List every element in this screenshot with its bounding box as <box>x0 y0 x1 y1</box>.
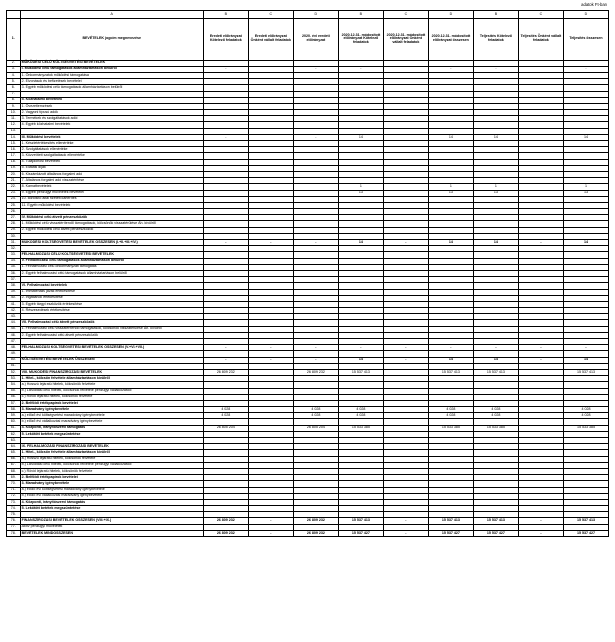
row-label: 2. Elvonások és befizetések bevételei <box>20 79 203 85</box>
cell-value: 4 028 <box>563 413 608 419</box>
row-label: 4. Részesedések értékesítése <box>20 308 203 314</box>
row-label: I. Működési célú támogatások államháztartáson belülről <box>20 66 203 72</box>
cell-value: - <box>383 530 428 536</box>
cell-value: 4 028 <box>473 407 518 413</box>
row-label: V. Felhalmozási célú támogatások államháztartáson belülről <box>20 258 203 264</box>
cell-value: 15 533 385 <box>428 425 473 431</box>
row-number: 44. <box>7 320 21 326</box>
row-number: 31. <box>7 240 21 246</box>
row-label: 4. Egyéb közhatalmi bevételek <box>20 122 203 128</box>
row-label: 3. Maradvány igénybevétele <box>20 407 203 413</box>
col-letter-a: A <box>20 11 203 19</box>
col-letter-b3: B <box>473 11 518 19</box>
row-label: 11. Egyéb működési bevételek <box>20 202 203 208</box>
cell-value: 15 537 413 <box>428 518 473 524</box>
cell-value: - <box>293 240 338 246</box>
row-number: 55. <box>7 388 21 394</box>
row-number: 72. <box>7 493 21 499</box>
row-number: 78. <box>7 530 21 536</box>
col-letter-d1: D <box>293 11 338 19</box>
row-label: 4. Központi, irányítószervi támogatás <box>20 425 203 431</box>
row-label: 5. Lekötött betétek megszüntetése <box>20 431 203 437</box>
row-label: 5. Ellátási díjak <box>20 165 203 171</box>
cell-value: - <box>563 66 608 72</box>
cell-value: 14 <box>563 134 608 140</box>
cell-value: 15 537 413 <box>473 369 518 375</box>
cell-value: - <box>248 345 293 351</box>
row-number: 23. <box>7 190 21 196</box>
header-mod-kotelezo: 2020.12.31. módosított előirányzat Kötelező feladatok <box>338 18 383 60</box>
row-number: 9. <box>7 103 21 109</box>
col-letter-b2: B <box>338 11 383 19</box>
cell-value: - <box>248 240 293 246</box>
row-number: 41. <box>7 301 21 307</box>
cell-value: 26 805 204 <box>203 425 248 431</box>
row-label: 1. Felhalmozási célú visszatérítendő támogatások, kölcsönök visszatérülése Áh. kívülről <box>20 326 203 332</box>
cell-value: - <box>338 66 383 72</box>
row-label: II. Közhatalmi bevételek <box>20 97 203 103</box>
row-number: 76. <box>7 518 21 524</box>
row-label: 1. Felhalmozási célú önkormányzati támogatás <box>20 264 203 270</box>
row-number: 27. <box>7 215 21 221</box>
cell-value: 14 <box>338 134 383 140</box>
row-number: 66. <box>7 456 21 462</box>
cell-value: 15 537 427 <box>473 530 518 536</box>
row-label: MŰKÖDÉSI CÉLÚ KÖLTSÉGVETÉSI BEVÉTELEK <box>20 60 203 66</box>
row-number: 52. <box>7 369 21 375</box>
cell-value: 4 028 <box>338 407 383 413</box>
cell-value: 14 <box>338 240 383 246</box>
cell-value: - <box>518 357 563 363</box>
row-number: 65. <box>7 450 21 456</box>
row-number: 62. <box>7 431 21 437</box>
row-label: MŰKÖDÉSI KÖLTSÉGVETÉSI BEVÉTELEK ÖSSZESEN (I.+II.+III.+IV.) <box>20 240 203 246</box>
header-orig-onkent: Eredeti előirányzat Önként vállalt feladatok <box>248 18 293 60</box>
cell-value: 15 537 413 <box>473 518 518 524</box>
row-label: 2. Vagyoni típusú adók <box>20 110 203 116</box>
cell-value: 14 <box>563 357 608 363</box>
header-orig-kotelezo: Eredeti előirányzat Kötelező feladatok <box>203 18 248 60</box>
row-label: VII. Felhalmozási célú átvett pénzeszközök <box>20 320 203 326</box>
cell-value: 13 <box>338 190 383 196</box>
row-label: IX. FELHALMOZÁSI FINANSZÍROZÁSI BEVÉTELEK <box>20 444 203 450</box>
row-number: 42. <box>7 308 21 314</box>
row-label: 4. Központi, irányítószervi támogatás <box>20 499 203 505</box>
row-number: 73. <box>7 499 21 505</box>
cell-value: 26 809 232 <box>293 518 338 524</box>
cell-value: 4 028 <box>338 413 383 419</box>
row-number: 35. <box>7 264 21 270</box>
row-number: 32. <box>7 246 21 252</box>
cell-value: 15 533 385 <box>338 425 383 431</box>
header-telj-kotelezo: Teljesítés Kötelező feladatok <box>473 18 518 60</box>
row-label: c.) Rövid lejáratú hitelek, kölcsönök felvétele <box>20 468 203 474</box>
row-number: 40. <box>7 295 21 301</box>
row-label: 2. Ingatlanok értékesítése <box>20 295 203 301</box>
row-number: 6. <box>7 85 21 91</box>
row-label: 1. Önkormányzatok működési támogatása <box>20 72 203 78</box>
row-number: 15. <box>7 141 21 147</box>
col-letter-c1: C <box>248 11 293 19</box>
row-number: 51. <box>7 363 21 369</box>
row-number: 33. <box>7 252 21 258</box>
cell-value: - <box>338 345 383 351</box>
cell-value: 26 809 232 <box>293 530 338 536</box>
cell-value: 14 <box>428 134 473 140</box>
row-number: 22. <box>7 184 21 190</box>
cell-value: 1 <box>428 184 473 190</box>
cell-value: 4 028 <box>428 407 473 413</box>
cell-value: 15 537 427 <box>563 530 608 536</box>
table-head <box>7 11 609 61</box>
cell-value: - <box>383 357 428 363</box>
cell-value: 15 537 413 <box>428 369 473 375</box>
row-number: 68. <box>7 468 21 474</box>
row-label: FINANSZÍROZÁSI BEVÉTELEK ÖSSZESEN (VIII.+IX.) <box>20 518 203 524</box>
row-label: b.) Likviditási célú hitelek, kölcsönök felvétele pénzügyi vállalkozástól <box>20 388 203 394</box>
cell-value: - <box>518 240 563 246</box>
cell-value: 1 <box>473 184 518 190</box>
cell-value: 4 028 <box>473 413 518 419</box>
row-label: a.) előző évi költségvetési maradvány igénybevétele <box>20 413 203 419</box>
row-label: III. Működési bevételek <box>20 134 203 140</box>
cell-value: 1 <box>338 184 383 190</box>
row-label: b.) Likviditási célú hitelek, kölcsönök felvétele pénzügyi vállalkozástól <box>20 462 203 468</box>
cell-value: - <box>203 134 248 140</box>
cell-value: - <box>473 345 518 351</box>
row-number: 26. <box>7 209 21 215</box>
row-label: 10. Biztosító által fizetett kártérítés <box>20 196 203 202</box>
row-label: 1. Immateriális javak értékesítése <box>20 289 203 295</box>
row-number: 75. <box>7 512 21 518</box>
cell-value: 4 028 <box>563 407 608 413</box>
table-row <box>7 530 609 536</box>
row-number: 14. <box>7 134 21 140</box>
cell-value: 26 809 232 <box>203 369 248 375</box>
row-number: 67. <box>7 462 21 468</box>
cell-value: - <box>248 530 293 536</box>
row-label: 1. Övezetiemzések <box>20 103 203 109</box>
cell-value: - <box>293 345 338 351</box>
row-number: 49. <box>7 351 21 357</box>
row-label: VI. Felhalmozási bevételek <box>20 283 203 289</box>
cell-value: 14 <box>473 357 518 363</box>
row-number: 7. <box>7 91 21 97</box>
row-number: 21. <box>7 178 21 184</box>
cell-value: 14 <box>473 134 518 140</box>
cell-value: 26 809 232 <box>293 369 338 375</box>
header-row-number: 1. <box>7 18 21 60</box>
row-label: FELHALMOZÁSI KÖLTSÉGVETÉSI BEVÉTELEK ÖSSZESEN (V.+VI.+VII.) <box>20 345 203 351</box>
row-number: 46. <box>7 332 21 338</box>
cell-value: 4 028 <box>293 413 338 419</box>
cell-value: - <box>203 66 248 72</box>
row-label: VIII. MŰKÖDÉSI FINANSZÍROZÁSI BEVÉTELEK <box>20 369 203 375</box>
row-label: c.) Rövid lejáratú hitelek, kölcsönök felvétele <box>20 394 203 400</box>
cell-value: - <box>518 518 563 524</box>
cell-value: 13 <box>428 190 473 196</box>
cell-value: 14 <box>563 240 608 246</box>
cell-value: - <box>203 240 248 246</box>
cell-value: - <box>248 357 293 363</box>
row-number: 61. <box>7 425 21 431</box>
column-letter-row <box>7 11 609 19</box>
row-label: BEVÉTELEK MINDÖSSZESEN <box>20 530 203 536</box>
cell-value: - <box>248 518 293 524</box>
cell-value: 15 533 385 <box>563 425 608 431</box>
cell-value: 4 028 <box>203 407 248 413</box>
cell-value: 15 537 427 <box>428 530 473 536</box>
row-number: 74. <box>7 506 21 512</box>
header-telj-total: Teljesítés összesen <box>563 18 608 60</box>
table-body <box>7 60 609 536</box>
cell-value: - <box>203 345 248 351</box>
row-number: 25. <box>7 202 21 208</box>
col-letter-d3: D <box>563 11 608 19</box>
row-number: 59. <box>7 413 21 419</box>
row-number: 45. <box>7 326 21 332</box>
row-number: 48. <box>7 345 21 351</box>
row-label: 4. Tulajdonosi bevételek <box>20 159 203 165</box>
row-label: 3. Közvetített szolgáltatások ellenértéke <box>20 153 203 159</box>
row-number: 30. <box>7 233 21 239</box>
header-mod-total: 2020.12.31. módosított előirányzat összesen <box>428 18 473 60</box>
header-title-a: BEVÉTELEK jogcím megnevezése <box>20 18 203 60</box>
row-number: 69. <box>7 475 21 481</box>
row-number: 37. <box>7 277 21 283</box>
row-number: 12. <box>7 122 21 128</box>
row-label: 2. Egyéb felhalmozási célú átvett pénzeszközök <box>20 332 203 338</box>
cell-value: - <box>293 357 338 363</box>
row-label: KÖLTSÉGVETÉSI BEVÉTELEK ÖSSZESEN <box>20 357 203 363</box>
cell-value: 4 028 <box>293 407 338 413</box>
row-number: 50. <box>7 357 21 363</box>
row-label: 2. Belföldi értékpapírok bevételei <box>20 400 203 406</box>
row-label: 3. Egyéb működési célú támogatások államháztartáson belülről <box>20 85 203 91</box>
row-number: 53. <box>7 376 21 382</box>
cell-value: 14 <box>428 240 473 246</box>
row-number: 11. <box>7 116 21 122</box>
row-number: 60. <box>7 419 21 425</box>
row-number: 10. <box>7 110 21 116</box>
cell-value: 26 809 232 <box>203 530 248 536</box>
corner-cell <box>7 11 21 19</box>
row-label: 3. Maradvány igénybevétele <box>20 481 203 487</box>
row-label: 2. Egyéb működési célú átvett pénzeszközök <box>20 227 203 233</box>
cell-value: 14 <box>428 357 473 363</box>
col-letter-d2: D <box>428 11 473 19</box>
cell-value: 15 533 385 <box>473 425 518 431</box>
cell-value: - <box>293 134 338 140</box>
row-number: 2. <box>7 60 21 66</box>
cell-value: - <box>428 66 473 72</box>
row-label: 3. Egyéb tárgyi eszközök értékesítése <box>20 301 203 307</box>
row-number: 38. <box>7 283 21 289</box>
row-number: 8. <box>7 97 21 103</box>
col-letter-c2: C <box>383 11 428 19</box>
row-label: a.) Hosszú lejáratú hitelek, kölcsönök felvétele <box>20 456 203 462</box>
row-number: 5. <box>7 79 21 85</box>
cell-value: 13 <box>563 190 608 196</box>
cell-value: - <box>383 345 428 351</box>
cell-value: - <box>203 357 248 363</box>
unit-label: adatok Ft-ban <box>581 2 607 7</box>
cell-value: 15 537 413 <box>338 369 383 375</box>
header-labels-row <box>7 18 609 60</box>
row-number: 24. <box>7 196 21 202</box>
cell-value: 14 <box>473 240 518 246</box>
row-label: 2. Egyéb felhalmozási célú támogatások államháztartáson belülről <box>20 270 203 276</box>
row-number: 70. <box>7 481 21 487</box>
cell-value: 4 028 <box>203 413 248 419</box>
row-number: 56. <box>7 394 21 400</box>
cell-value: - <box>383 518 428 524</box>
row-label: 7. Általános forgalmi adó visszatérítése <box>20 178 203 184</box>
row-label: 3. Termékek és szolgáltatások adói <box>20 116 203 122</box>
row-number: 47. <box>7 339 21 345</box>
cell-value: 26 809 232 <box>203 518 248 524</box>
cell-value: 1 <box>563 184 608 190</box>
cell-value: - <box>563 345 608 351</box>
row-number: 36. <box>7 270 21 276</box>
row-label: FELHALMOZÁSI CÉLÚ KÖLTSÉGVETÉSI BEVÉTELEK <box>20 252 203 258</box>
row-label: 1. Működési célú visszatérítendő támogatások, kölcsönök visszatérülése Áh. kívülről <box>20 221 203 227</box>
row-label: a.) Hosszú lejáratú hitelek, kölcsönök felvétele <box>20 382 203 388</box>
cell-value: 15 537 413 <box>563 369 608 375</box>
row-label: 8. Kamatbevételek <box>20 184 203 190</box>
row-number: 29. <box>7 227 21 233</box>
row-label: 1. Hitel-, kölcsön felvétele államháztartáson kívülről <box>20 376 203 382</box>
cell-value: 4 028 <box>428 413 473 419</box>
row-number: 57. <box>7 400 21 406</box>
row-number: 54. <box>7 382 21 388</box>
row-label: IV. Működési célú átvett pénzeszközök <box>20 215 203 221</box>
row-label: 1. Hitel-, kölcsön felvétele államháztartáson kívülről <box>20 450 203 456</box>
row-number: 4. <box>7 72 21 78</box>
cell-value: - <box>518 530 563 536</box>
row-label: 9. Egyéb pénzügyi műveletek bevételei <box>20 190 203 196</box>
row-number: 20. <box>7 171 21 177</box>
cell-value: 14 <box>338 357 383 363</box>
row-number: 19. <box>7 165 21 171</box>
row-number: 16. <box>7 147 21 153</box>
row-label: 5. Lekötött betétek megszüntetése <box>20 506 203 512</box>
header-telj-onkent: Teljesítés Önként vállalt feladatok <box>518 18 563 60</box>
row-number: 77. <box>7 524 21 530</box>
header-orig-total: 2020. évi eredeti előirányzat <box>293 18 338 60</box>
header-mod-onkent: 2020.12.31. módosított előirányzat Önként vállalt feladatok <box>383 18 428 60</box>
cell-value: - <box>518 345 563 351</box>
row-number: 13. <box>7 128 21 134</box>
cell-value: - <box>383 240 428 246</box>
row-number: 17. <box>7 153 21 159</box>
row-number: 34. <box>7 258 21 264</box>
col-letter-b1: B <box>203 11 248 19</box>
cell-value: 13 <box>473 190 518 196</box>
cell-value: - <box>473 66 518 72</box>
row-number: 63. <box>7 438 21 444</box>
row-label: Aktív pénzügyi műveletek <box>20 524 203 530</box>
row-label: 2. Belföldi értékpapírok bevételei <box>20 475 203 481</box>
cell-value: 15 537 413 <box>338 518 383 524</box>
row-label: 6. Kiszámlázott általános forgalmi adó <box>20 171 203 177</box>
col-letter-c3: C <box>518 11 563 19</box>
row-number: 71. <box>7 487 21 493</box>
row-label: 2. Szolgáltatások ellenértéke <box>20 147 203 153</box>
cell-value: 15 537 427 <box>338 530 383 536</box>
row-number: 3. <box>7 66 21 72</box>
row-label: b.) előző évi vállalkozási maradvány igénybevétele <box>20 419 203 425</box>
cell-value: - <box>293 66 338 72</box>
row-number: 39. <box>7 289 21 295</box>
budget-revenue-table <box>6 10 609 537</box>
cell-value: 15 537 413 <box>563 518 608 524</box>
cell-value: 26 805 204 <box>293 425 338 431</box>
row-label: 1. Készletértékesítés ellenértéke <box>20 141 203 147</box>
row-label: b.) előző évi vállalkozási maradvány igénybevétele <box>20 493 203 499</box>
row-number: 58. <box>7 407 21 413</box>
row-number: 64. <box>7 444 21 450</box>
row-number: 28. <box>7 221 21 227</box>
cell-value: - <box>428 345 473 351</box>
row-label: a.) előző évi költségvetési maradvány igénybevétele <box>20 487 203 493</box>
row-number: 18. <box>7 159 21 165</box>
row-number: 43. <box>7 314 21 320</box>
